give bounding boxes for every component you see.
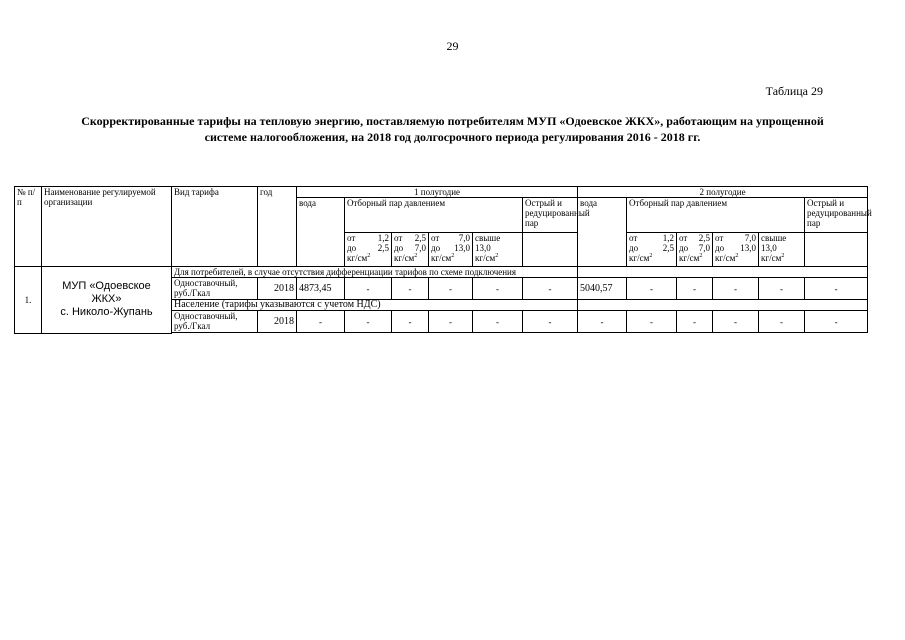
hot-steam-blank-h2 xyxy=(805,233,868,267)
header-hot-steam-h2: Острый и редуцированный пар xyxy=(805,198,868,233)
value-dash: - xyxy=(297,311,345,333)
header-water-h1: вода xyxy=(297,198,345,267)
year-cell: 2018 xyxy=(258,311,297,333)
value-dash: - xyxy=(392,278,429,300)
value-dash: - xyxy=(473,311,523,333)
value-dash: - xyxy=(759,278,805,300)
pressure-range-2-h2: от 2,5 до 7,0 $кг/см^2$ xyxy=(677,233,713,267)
tariff-type-cell: Одноставочный, руб./Гкал xyxy=(172,311,258,333)
header-steam-h1: Отборный пар давлением xyxy=(345,198,523,233)
table-label: Таблица 29 xyxy=(765,84,823,98)
header-half2: 2 полугодие xyxy=(578,187,868,198)
value-dash: - xyxy=(627,311,677,333)
header-year: год xyxy=(258,187,297,267)
header-org-name: Наименование регулируемой организации xyxy=(42,187,172,267)
value-dash: - xyxy=(805,278,868,300)
document-title: Скорректированные тарифы на тепловую энергию, поставляемую потребителям МУП «Одоевское ЖКХ», работающим на упрощенной системе налогообложения, на 2018 год долгосрочного периода регулирования 2016 - 2018 гг. xyxy=(81,114,824,144)
tariff-table xyxy=(14,186,872,334)
value-dash: - xyxy=(429,278,473,300)
water-h1-value: 4873,45 xyxy=(297,278,345,300)
page-number: 29 xyxy=(446,39,459,53)
value-dash: - xyxy=(429,311,473,333)
org-name-line1: МУП «Одоевское xyxy=(62,280,151,293)
value-dash: - xyxy=(523,278,578,300)
tariff-type-cell: Одноставочный, руб./Гкал xyxy=(172,278,258,300)
value-dash: - xyxy=(473,278,523,300)
value-dash: - xyxy=(523,311,578,333)
pressure-range-1-h1: от 1,2 до 2,5 $кг/см^2$ xyxy=(345,233,392,267)
header-num: № п/п xyxy=(15,187,42,267)
pressure-range-1-h2: от 1,2 до 2,5 $кг/см^2$ xyxy=(627,233,677,267)
value-dash: - xyxy=(677,278,713,300)
value-dash: - xyxy=(627,278,677,300)
value-dash: - xyxy=(677,311,713,333)
section-population: Население (тарифы указываются с учетом НДС) xyxy=(172,300,578,311)
value-dash: - xyxy=(713,278,759,300)
pressure-range-2-h1: от 2,5 до 7,0 $кг/см^2$ xyxy=(392,233,429,267)
header-steam-h2: Отборный пар давлением xyxy=(627,198,805,233)
value-dash: - xyxy=(713,311,759,333)
header-water-h2: вода xyxy=(578,198,627,267)
org-name-line2: ЖКХ» xyxy=(91,293,122,306)
value-dash: - xyxy=(578,311,627,333)
header-tariff-type: Вид тарифа xyxy=(172,187,258,267)
year-cell: 2018 xyxy=(258,278,297,300)
value-dash: - xyxy=(759,311,805,333)
hot-steam-blank-h1 xyxy=(523,233,578,267)
pressure-range-3-h2: от 7,0 до 13,0 $кг/см^2$ xyxy=(713,233,759,267)
header-half1: 1 полугодие xyxy=(297,187,578,198)
section-population-blank xyxy=(578,300,868,311)
value-dash: - xyxy=(345,311,392,333)
value-dash: - xyxy=(345,278,392,300)
pressure-range-3-h1: от 7,0 до 13,0 $кг/см^2$ xyxy=(429,233,473,267)
header-hot-steam-h1: Острый и редуцированный пар xyxy=(523,198,578,233)
value-dash: - xyxy=(392,311,429,333)
pressure-range-4-h2: свыше 13,0 $кг/см^2$ xyxy=(759,233,805,267)
water-h2-value: 5040,57 xyxy=(578,278,627,300)
section-consumers-blank xyxy=(578,267,868,278)
org-name-cell xyxy=(42,267,172,334)
pressure-range-4-h1: свыше 13,0 $кг/см^2$ xyxy=(473,233,523,267)
value-dash: - xyxy=(805,311,868,333)
section-consumers: Для потребителей, в случае отсутствия дифференциации тарифов по схеме подключения xyxy=(172,267,578,278)
org-name-line3: с. Николо-Жупань xyxy=(60,306,153,319)
row-num: 1. xyxy=(15,267,42,334)
